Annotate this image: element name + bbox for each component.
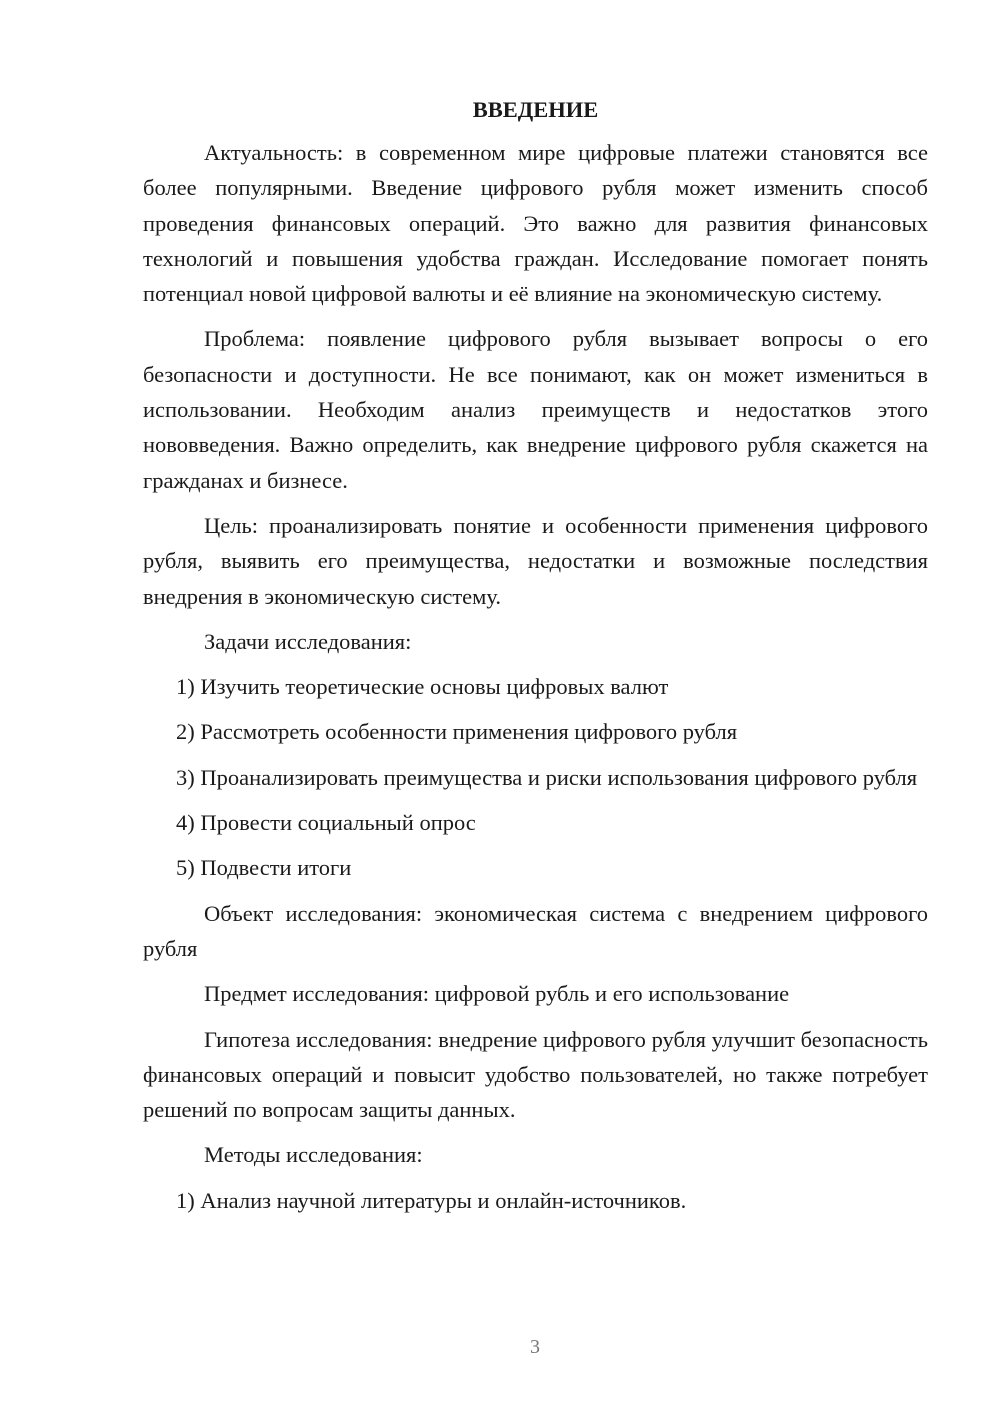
page-number: 3	[530, 1336, 540, 1358]
relevance-paragraph: Актуальность: в современном мире цифровые платежи становятся все более популярными. Введение цифрового рубля может изменить способ проведения финансовых операций. Это важно для развития финансовых технологий и повышения удобства граждан. Исследование помогает понять потенциал новой цифровой валюты и её влияние на экономическую систему.	[143, 140, 928, 307]
task-item: 4) Провести социальный опрос	[176, 810, 476, 836]
problem-paragraph: Проблема: появление цифрового рубля вызывает вопросы о его безопасности и доступности. Не все понимают, как он может измениться в использовании. Необходим анализ преимуществ и недостатков этого нововведения. Важно определить, как внедрение цифрового рубля скажется на гражданах и бизнесе.	[143, 326, 928, 493]
task-item: 5) Подвести итоги	[176, 855, 352, 881]
methods-heading: Методы исследования:	[204, 1142, 423, 1168]
task-item: 2) Рассмотреть особенности применения цифрового рубля	[176, 719, 738, 745]
object-paragraph: Объект исследования: экономическая система с внедрением цифрового рубля	[143, 900, 928, 961]
subject-paragraph: Предмет исследования: цифровой рубль и его использование	[204, 981, 790, 1007]
page-content	[143, 92, 928, 1228]
goal-paragraph: Цель: проанализировать понятие и особенности применения цифрового рубля, выявить его преимущества, недостатки и возможные последствия внедрения в экономическую систему.	[143, 512, 928, 609]
task-item: 1) Изучить теоретические основы цифровых валют	[176, 674, 669, 700]
hypothesis-paragraph: Гипотеза исследования: внедрение цифрового рубля улучшит безопасность финансовых операций и повысит удобство пользователей, но также потребует решений по вопросам защиты данных.	[143, 1026, 928, 1123]
method-item: 1) Анализ научной литературы и онлайн-источников.	[176, 1187, 687, 1213]
section-title: ВВЕДЕНИЕ	[472, 97, 599, 122]
tasks-heading: Задачи исследования:	[204, 628, 412, 654]
task-item: 3) Проанализировать преимущества и риски использования цифрового рубля	[176, 764, 918, 790]
